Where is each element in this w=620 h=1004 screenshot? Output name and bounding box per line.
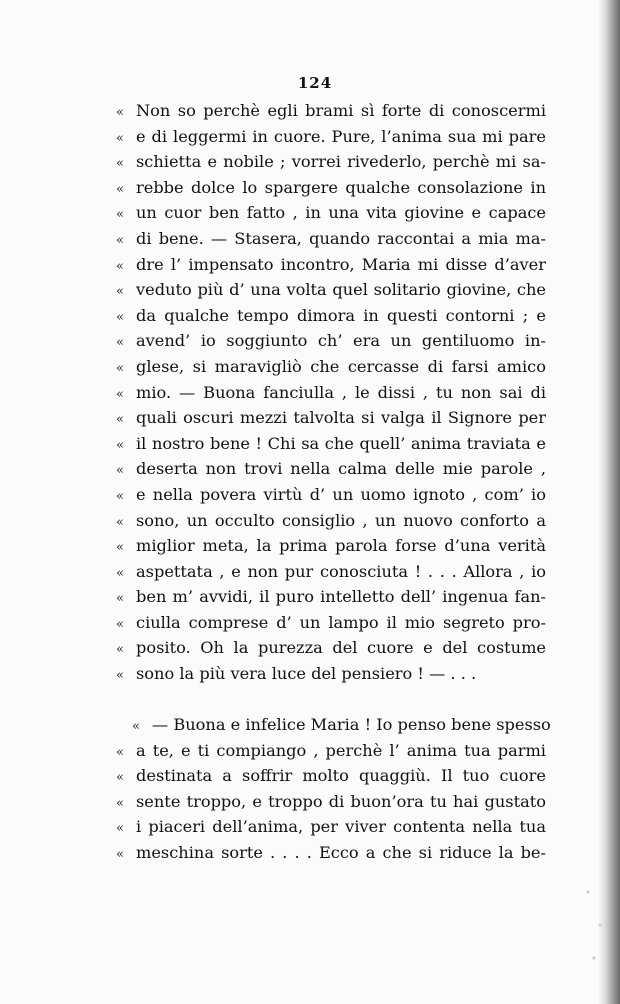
page-edge-shadow: [598, 0, 620, 1004]
quote-mark: «: [116, 565, 124, 581]
quote-mark: «: [116, 514, 124, 530]
text-line: « rebbe dolce lo spargere qualche consolazione in: [116, 175, 546, 201]
text-line: « di bene. — Stasera, quando raccontai a mia ma-: [116, 226, 546, 252]
text-line: « meschina sorte . . . . Ecco a che si riduce la be-: [116, 840, 546, 866]
quote-mark: «: [116, 488, 124, 504]
text-line: « veduto più d’ una volta quel solitario giovine, che: [116, 277, 546, 303]
text-line: « avend’ io soggiunto ch’ era un gentiluomo in-: [116, 328, 546, 354]
text-line: « i piaceri dell’anima, per viver contenta nella tua: [116, 814, 546, 840]
text-line: « sono, un occulto consiglio , un nuovo conforto a: [116, 508, 546, 534]
text-line: « Non so perchè egli brami sì forte di conoscermi: [116, 98, 546, 124]
text-line: « destinata a soffrir molto quaggiù. Il tuo cuore: [116, 763, 546, 789]
quote-mark: «: [116, 360, 124, 376]
text-line: « il nostro bene ! Chi sa che quell’ anima traviata e: [116, 431, 546, 457]
quote-mark: «: [116, 130, 124, 146]
text-line: « da qualche tempo dimora in questi contorni ; e: [116, 303, 546, 329]
quote-mark: «: [116, 309, 124, 325]
text-line: « — Buona e infelice Maria ! Io penso bene spesso: [116, 712, 546, 738]
text-line: « mio. — Buona fanciulla , le dissi , tu non sai di: [116, 380, 546, 406]
quote-mark: «: [116, 335, 124, 351]
quote-mark: «: [116, 744, 124, 760]
quote-mark: «: [116, 156, 124, 172]
quote-mark: «: [116, 412, 124, 428]
text-line: « e nella povera virtù d’ un uomo ignoto , com’ io: [116, 482, 546, 508]
text-line: « schietta e nobile ; vorrei rivederlo, perchè mi sa-: [116, 149, 546, 175]
quote-mark: «: [116, 232, 124, 248]
quote-mark: «: [116, 770, 124, 786]
paper-specks: [582, 870, 612, 980]
text-line: « dre l’ impensato incontro, Maria mi disse d’aver: [116, 252, 546, 278]
text-line: « a te, e ti compiango , perchè l’ anima tua parmi: [116, 738, 546, 764]
text-line: « ciulla comprese d’ un lampo il mio segreto pro-: [116, 610, 546, 636]
text-line: « un cuor ben fatto , in una vita giovine e capace: [116, 200, 546, 226]
quote-mark: «: [132, 719, 140, 734]
quote-mark: «: [116, 207, 124, 223]
text-line: « sono la più vera luce del pensiero ! — . . .: [116, 661, 546, 687]
quote-mark: «: [116, 642, 124, 658]
page-number: 124: [297, 74, 333, 92]
text-line: « deserta non trovi nella calma delle mie parole ,: [116, 456, 546, 482]
text-line: « ben m’ avvidi, il puro intelletto dell’ ingenua fan-: [116, 584, 546, 610]
quote-mark: «: [116, 821, 124, 837]
quote-mark: «: [116, 386, 124, 402]
paragraph-1: [116, 98, 546, 687]
quote-mark: «: [116, 463, 124, 479]
quote-mark: «: [116, 795, 124, 811]
quote-mark: «: [116, 668, 124, 684]
quote-mark: «: [116, 284, 124, 300]
paragraph-2: [116, 712, 551, 866]
quote-mark: «: [116, 591, 124, 607]
text-line: « e di leggermi in cuore. Pure, l’anima sua mi pare: [116, 124, 546, 150]
text-line: « sente troppo, e troppo di buon’ora tu hai gustato: [116, 789, 546, 815]
text-line: « posito. Oh la purezza del cuore e del costume: [116, 635, 546, 661]
text-line: « aspettata , e non pur conosciuta ! . . . Allora , io: [116, 559, 546, 585]
text-line: « miglior meta, la prima parola forse d’una verità: [116, 533, 546, 559]
quote-mark: «: [116, 616, 124, 632]
text-line: « quali oscuri mezzi talvolta si valga il Signore per: [116, 405, 546, 431]
quote-mark: «: [116, 181, 124, 197]
quote-mark: «: [116, 105, 124, 120]
quote-mark: «: [116, 437, 124, 453]
text-line: « glese, si maravigliò che cercasse di farsi amico: [116, 354, 546, 380]
quote-mark: «: [116, 258, 124, 274]
quote-mark: «: [116, 846, 124, 862]
quote-mark: «: [116, 540, 124, 556]
